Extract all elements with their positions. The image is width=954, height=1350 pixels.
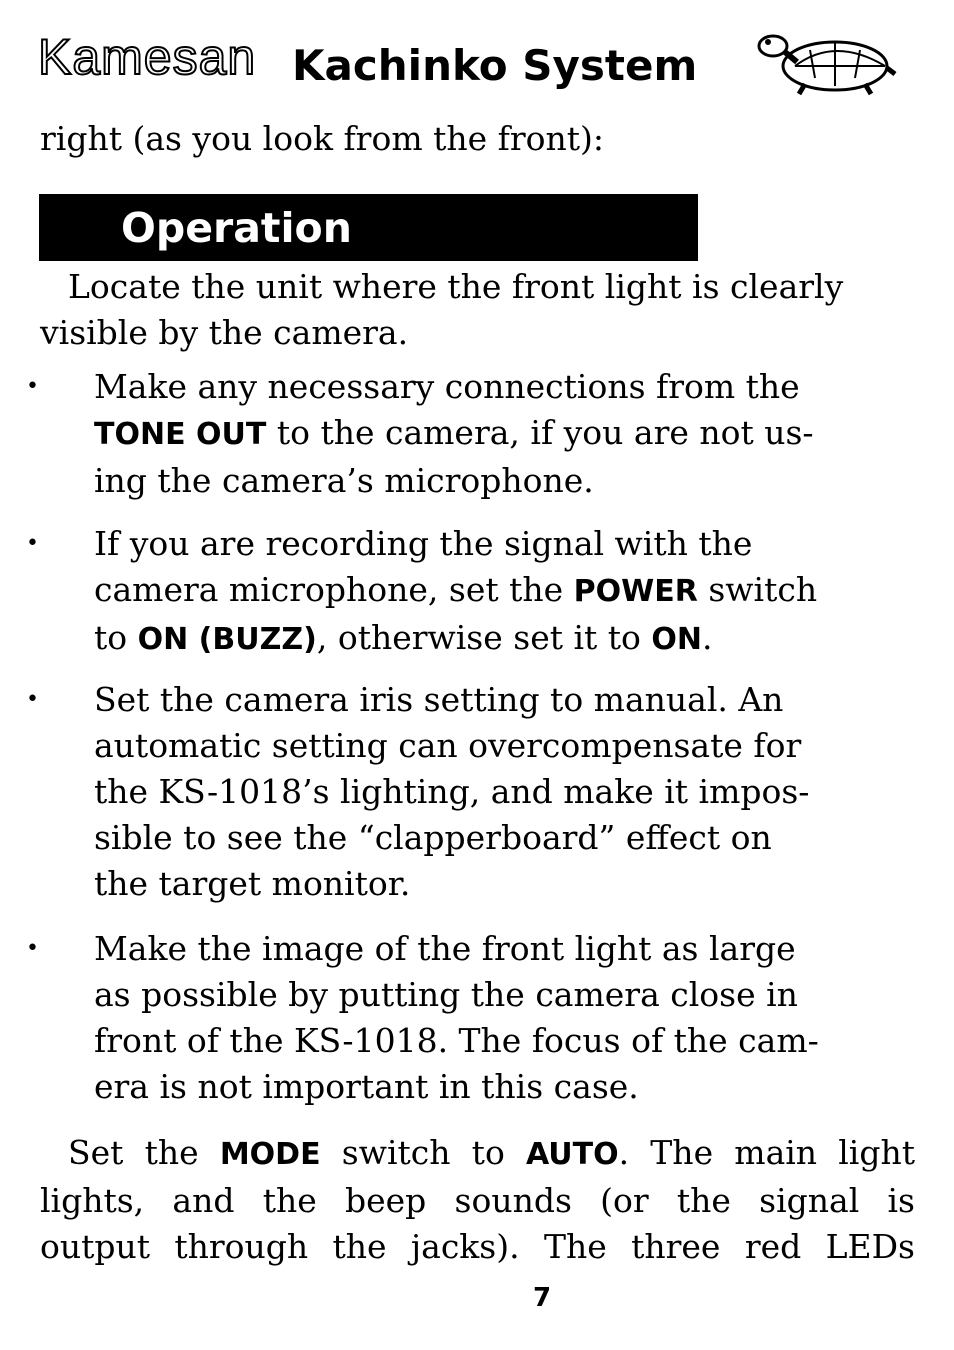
bullet-line: Set the camera iris setting to manual. An	[94, 680, 784, 719]
keyword-mode: MODE	[219, 1137, 321, 1172]
bullet-dot: •	[26, 531, 39, 556]
keyword-on: ON	[651, 622, 703, 657]
bullet-line: automatic setting can overcompensate for	[94, 726, 802, 765]
bullet-text: to	[94, 618, 138, 657]
bullet-line: Make the image of the front light as large	[94, 929, 796, 968]
section-title: Operation	[121, 204, 352, 252]
bullet-line: sible to see the “clapperboard” effect on	[94, 818, 772, 857]
bullet-line: as possible by putting the camera close in	[94, 975, 798, 1014]
bullet-text: .	[702, 618, 713, 657]
bullet-line: ing the camera’s microphone.	[94, 461, 594, 500]
bullet-line	[94, 567, 914, 615]
bullet-dot: •	[26, 936, 39, 961]
bullet-text: camera microphone, set the	[94, 570, 574, 609]
bullet-item-connections	[26, 364, 914, 504]
paragraph-text: switch to	[320, 1133, 526, 1172]
paragraph-line	[40, 1130, 915, 1178]
paragraph-line: lights, and the beep sounds (or the signal is	[40, 1181, 915, 1220]
section-header-bar	[39, 194, 698, 261]
bullet-line	[94, 410, 914, 458]
bullet-line: If you are recording the signal with the	[94, 524, 753, 563]
bullet-item-iris-setting	[26, 677, 914, 907]
bullet-line: era is not important in this case.	[94, 1067, 639, 1106]
page-number: 7	[532, 1283, 552, 1313]
paragraph-locate-unit	[40, 264, 915, 356]
bullet-text: switch	[697, 570, 818, 609]
paragraph-line: output through the jacks). The three red LEDs	[40, 1227, 915, 1266]
keyword-auto: AUTO	[526, 1137, 619, 1172]
keyword-power: POWER	[573, 574, 698, 609]
bullet-text: , otherwise set it to	[316, 618, 652, 657]
paragraph-mode-auto	[40, 1130, 915, 1270]
page-header	[0, 0, 954, 110]
bullet-item-power-switch	[26, 521, 914, 663]
paragraph-text: Set the	[68, 1133, 220, 1172]
paragraph-text: Locate the unit where the front light is clearly visible by the camera.	[40, 267, 844, 352]
intro-line: right (as you look from the front):	[40, 119, 604, 158]
kamesan-logo	[38, 26, 257, 88]
document-title: Kachinko System	[292, 41, 698, 90]
bullet-line: Make any necessary connections from the	[94, 367, 800, 406]
keyword-on-buzz: ON (BUZZ)	[137, 622, 317, 657]
keyword-tone-out: TONE OUT	[94, 417, 267, 452]
paragraph-text: . The main light	[618, 1133, 915, 1172]
turtle-icon	[755, 28, 897, 96]
logo-text: Kamesan	[38, 29, 257, 85]
bullet-item-front-light-image	[26, 926, 914, 1110]
bullet-line: front of the KS-1018. The focus of the cam-	[94, 1021, 819, 1060]
bullet-line: the target monitor.	[94, 864, 411, 903]
bullet-line: the KS-1018’s lighting, and make it impos-	[94, 772, 810, 811]
bullet-line	[94, 615, 914, 663]
bullet-dot: •	[26, 687, 39, 712]
bullet-text: to the camera, if you are not us-	[266, 413, 814, 452]
bullet-dot: •	[26, 374, 39, 399]
